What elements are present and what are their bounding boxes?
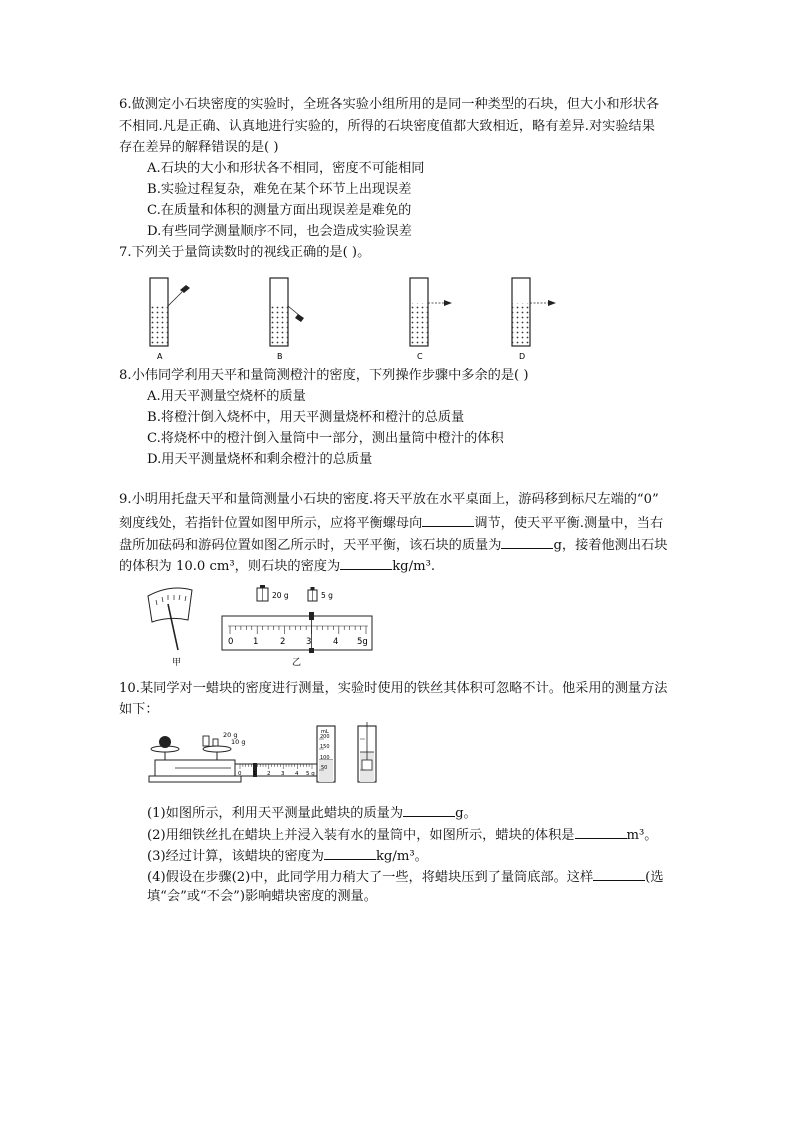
q10-tick-5: 5 g: [306, 771, 315, 777]
label-d: D: [519, 352, 526, 361]
q10-line2: 如下：: [119, 702, 159, 717]
q6-line1: 6.做测定小石块密度的实验时，全班各实验小组所用的是同一种类型的石块，但大小和形状各: [119, 97, 660, 112]
blank-mass[interactable]: [501, 535, 553, 549]
blank-direction[interactable]: [422, 513, 474, 527]
label-c: C: [417, 352, 423, 361]
cyl-unit: mL: [321, 729, 329, 735]
scale-tick-2: 2: [280, 637, 286, 647]
fig-label-jia: 甲: [172, 658, 182, 668]
q9-balance-figure: [140, 582, 380, 668]
weight-20g-label: 20 g: [272, 591, 289, 600]
blank-wax-mass[interactable]: [403, 803, 455, 817]
scale-tick-5: 5g: [357, 637, 368, 647]
q10-step2: (2)用细铁丝扎在蜡块上并浸入装有水的量筒中，如图所示，蜡块的体积是 m³。: [147, 825, 657, 845]
balance-icon: [149, 736, 241, 782]
q9-line1: 9.小明用托盘天平和量筒测量小石块的密度.将天平放在水平桌面上，游码移到标尺左端的“0”: [119, 492, 659, 507]
q8-option-b: B.将橙汁倒入烧杯中，用天平测量烧杯和橙汁的总质量: [147, 410, 465, 425]
scale-tick-3: 3: [306, 637, 312, 647]
cylinder-d: [512, 278, 556, 346]
q7-line1: 7.下列关于量筒读数时的视线正确的是( )。: [119, 245, 371, 260]
q10-tick-3: 3: [281, 771, 285, 777]
q10-weight-20g: 20 g: [223, 731, 238, 739]
q7-cylinders-figure: [140, 270, 560, 362]
q6-option-a: A.石块的大小和形状各不相同，密度不可能相同: [147, 161, 425, 176]
cyl-mark-150: 150: [320, 744, 330, 750]
q8-line1: 8.小伟同学利用天平和量筒测橙汁的密度，下列操作步骤中多余的是( ): [119, 368, 529, 383]
blank-wax-density[interactable]: [324, 846, 376, 860]
blank-density[interactable]: [340, 556, 392, 570]
q8-option-a: A.用天平测量空烧杯的质量: [147, 389, 306, 404]
weight-5g-icon: [308, 587, 317, 601]
q10-step4: (4)假设在步骤(2)中，此同学用力稍大了一些，将蜡块压到了量筒底部。这样 (选: [147, 867, 664, 887]
cylinder-a: [150, 278, 190, 346]
cyl-mark-100: 100: [320, 755, 330, 761]
q6-option-d: D.有些同学测量顺序不同，也会造成实验误差: [147, 224, 412, 239]
weight-20g-icon: [257, 585, 268, 601]
cyl-mark-50: 50: [321, 765, 328, 771]
scale-tick-4: 4: [333, 637, 339, 647]
pointer-dial: [148, 588, 192, 650]
q6-option-b: B.实验过程复杂，难免在某个环节上出现误差: [147, 182, 412, 197]
q10-tick-4: 4: [295, 771, 299, 777]
q6-line3: 存在差异的解释错误的是( ): [119, 140, 279, 155]
q10-step4-cont: 填“会”或“不会”)影响蜡块密度的测量。: [147, 889, 377, 904]
q10-line1: 10.某同学对一蜡块的密度进行测量，实验时使用的铁丝其体积可忽略不计。他采用的测量方法: [119, 681, 668, 696]
blank-affect[interactable]: [593, 867, 645, 881]
q10-tick-0: 0: [238, 771, 242, 777]
q6-option-c: C.在质量和体积的测量方面出现误差是难免的: [147, 203, 412, 218]
scale-tick-1: 1: [253, 637, 259, 647]
weight-5g-label: 5 g: [321, 591, 333, 600]
measuring-cylinder-with-wax: [358, 722, 376, 782]
blank-wax-volume[interactable]: [575, 825, 627, 839]
scale-tick-0: 0: [228, 637, 234, 647]
q10-tick-2: 2: [267, 771, 271, 777]
q10-weight-10g: 10 g: [231, 738, 246, 746]
q6-line2: 不相同.凡是正确、认真地进行实验的，所得的石块密度值都大致相近，略有差异.对实验结果: [119, 119, 655, 134]
q9-line4: 的体积为 10.0 cm³，则石块的密度为 kg/m³.: [119, 556, 435, 576]
label-a: A: [157, 352, 163, 361]
q10-step3: (3)经过计算，该蜡块的密度为 kg/m³。: [147, 846, 428, 866]
q9-line2: 刻度线处，若指针位置如图甲所示，应将平衡螺母向 调节，使天平平衡.测量中，当右: [119, 513, 663, 533]
label-b: B: [277, 352, 283, 361]
cyl-mark-200: 200: [320, 734, 330, 740]
q10-figure: [145, 722, 395, 792]
fig-label-yi: 乙: [292, 658, 302, 668]
cylinder-b: [270, 278, 304, 346]
cylinder-c: [410, 278, 452, 346]
q10-tick-1: 1: [253, 771, 257, 777]
q10-step1: (1)如图所示，利用天平测量此蜡块的质量为 g。: [147, 803, 477, 823]
rider-scale: [222, 612, 372, 653]
q9-line3: 盘所加砝码和游码位置如图乙所示时，天平平衡，该石块的质量为 g，接着他测出石块: [119, 535, 667, 555]
q8-option-d: D.用天平测量烧杯和剩余橙汁的总质量: [147, 452, 373, 467]
q10-rider-scale: [235, 763, 317, 777]
q8-option-c: C.将烧杯中的橙汁倒入量筒中一部分，测出量筒中橙汁的体积: [147, 431, 504, 446]
